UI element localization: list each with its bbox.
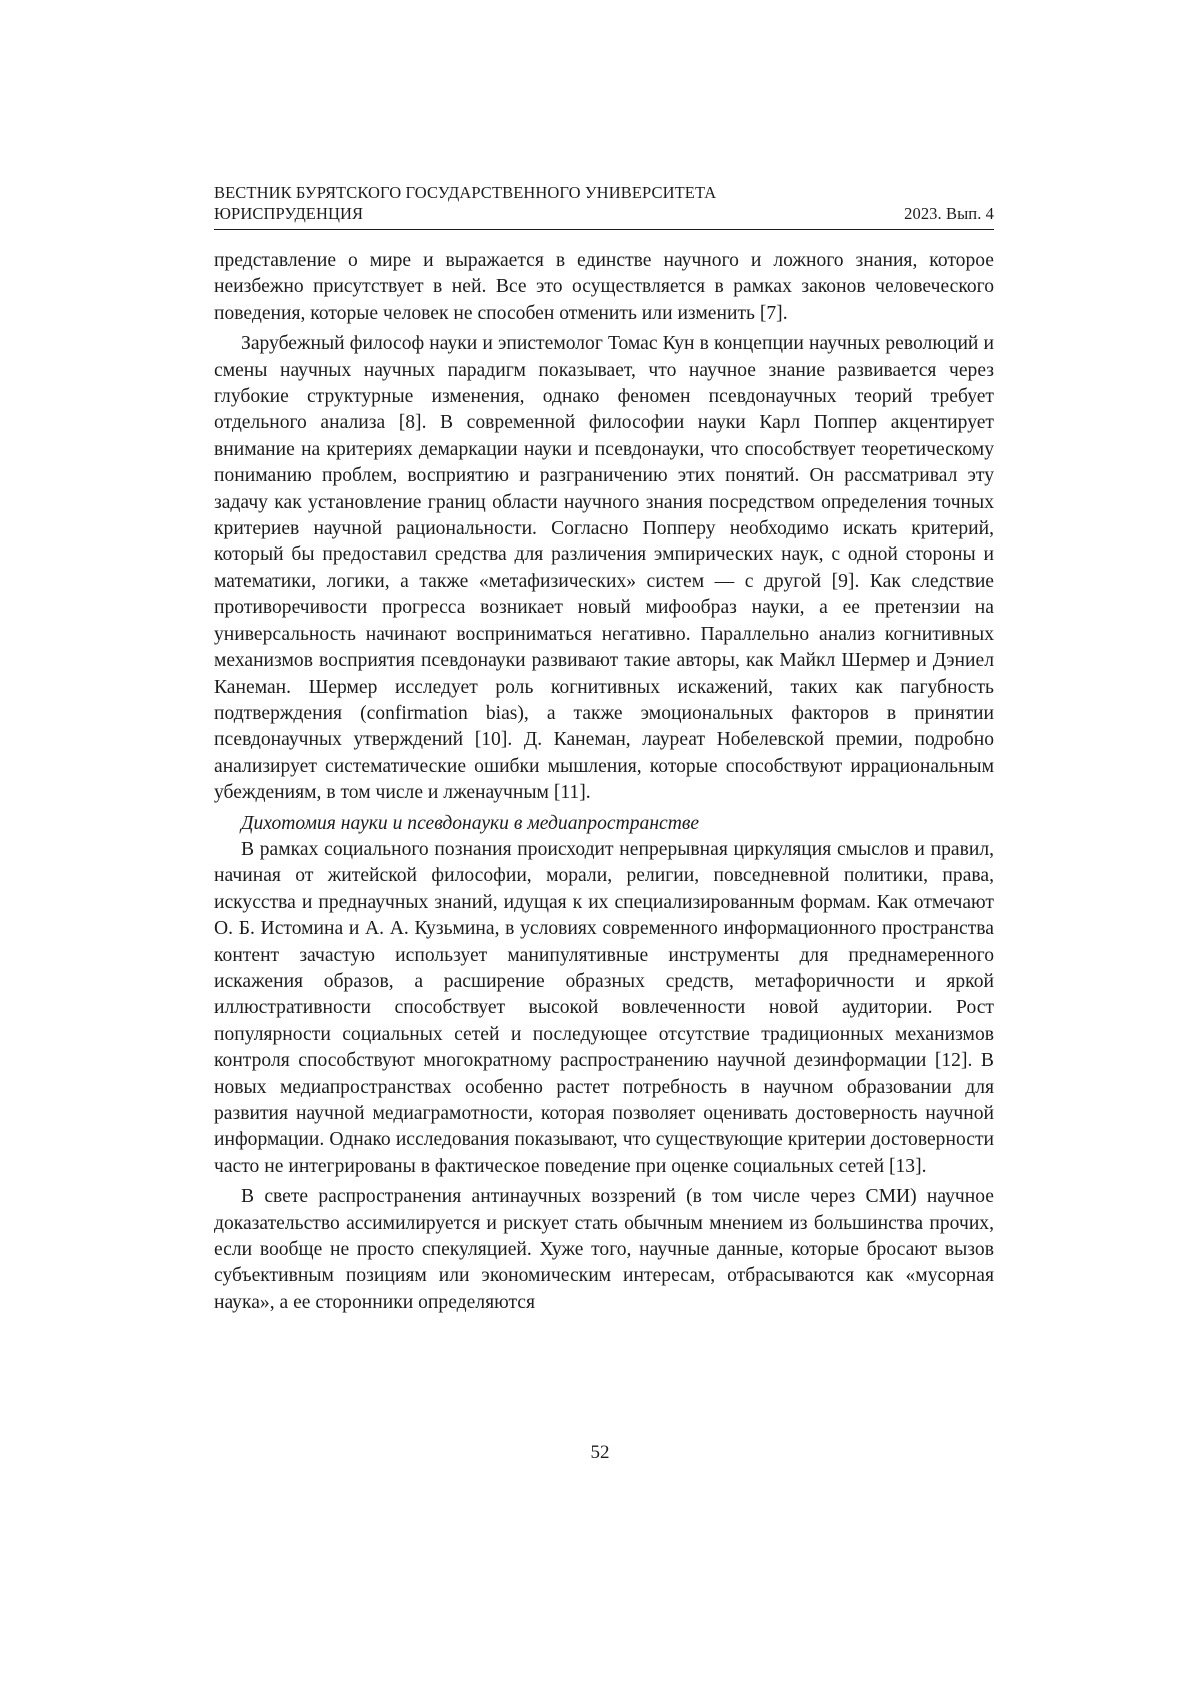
article-body bbox=[214, 248, 994, 1316]
page bbox=[214, 182, 994, 1320]
paragraph-continued: представление о мире и выражается в единстве научного и ложного знания, которое неизбежно присутствует в ней. Все это осуществляется в рамках законов человеческого поведения, которые человек не способен отменить или изменить [7]. bbox=[214, 250, 994, 324]
page-number: 52 bbox=[590, 1442, 610, 1463]
running-header bbox=[214, 182, 994, 230]
section-subheading: Дихотомия науки и псевдонауки в медиапространстве bbox=[241, 812, 700, 834]
paragraph: В рамках социального познания происходит непрерывная циркуляция смыслов и правил, начиная от житейской философии, морали, религии, повседневной политики, права, искусства и преднаучных знаний, идущая к их специализированным формам. Как отмечают О. Б. Истомина и А. А. Кузьмина, в условиях современного информационного пространства контент зачастую использует манипулятивные инструменты для преднамеренного искажения образов, а расширение образных средств, метафоричности и яркой иллюстративности способствует высокой вовлеченности новой аудитории. Рост популярности социальных сетей и последующее отсутствие традиционных механизмов контроля способствуют многократному распространению научной дезинформации [12]. В новых медиапространствах особенно растет потребность в научном образовании для развития научной медиаграмотности, которая позволяет оценивать достоверность научной информации. Однако исследования показывают, что существующие критерии достоверности часто не интегрированы в фактическое поведение при оценке социальных сетей [13]. bbox=[214, 838, 994, 1177]
paragraph: В свете распространения антинаучных воззрений (в том числе через СМИ) научное доказательство ассимилируется и рискует стать обычным мнением из большинства прочих, если вообще не просто спекуляцией. Хуже того, научные данные, которые бросают вызов субъективным позициям или экономическим интересам, отбрасываются как «мусорная наука», а ее сторонники определяются bbox=[214, 1186, 994, 1313]
journal-section: ЮРИСПРУДЕНЦИЯ bbox=[214, 204, 364, 223]
issue-label: 2023. Вып. 4 bbox=[904, 204, 994, 223]
journal-title: ВЕСТНИК БУРЯТСКОГО ГОСУДАРСТВЕННОГО УНИВЕРСИТЕТА bbox=[214, 183, 717, 202]
paragraph: Зарубежный философ науки и эпистемолог Томас Кун в концепции научных революций и смены научных научных парадигм показывает, что научное знание развивается через глубокие структурные изменения, однако феномен псевдонаучных теорий требует отдельного анализа [8]. В современной философии науки Карл Поппер акцентирует внимание на критериях демаркации науки и псевдонауки, что способствует теоретическому пониманию проблем, восприятию и разграничению этих понятий. Он рассматривал эту задачу как установление границ области научного знания посредством определения точных критериев научной рациональности. Согласно Попперу необходимо искать критерий, который бы предоставил средства для различения эмпирических наук, с одной стороны и математики, логики, а также «метафизических» систем — с другой [9]. Как следствие противоречивости прогресса возникает новый мифообраз науки, а ее претензии на универсальность начинают восприниматься негативно. Параллельно анализ когнитивных механизмов восприятия псевдонауки развивают такие авторы, как Майкл Шермер и Дэниел Канеман. Шермер исследует роль когнитивных искажений, таких как пагубность подтверждения (confirmation bias), а также эмоциональных факторов в принятии псевдонаучных утверждений [10]. Д. Канеман, лауреат Нобелевской премии, подробно анализирует систематические ошибки мышления, которые способствуют иррациональным убеждениям, в том числе и лженаучным [11]. bbox=[214, 333, 994, 804]
